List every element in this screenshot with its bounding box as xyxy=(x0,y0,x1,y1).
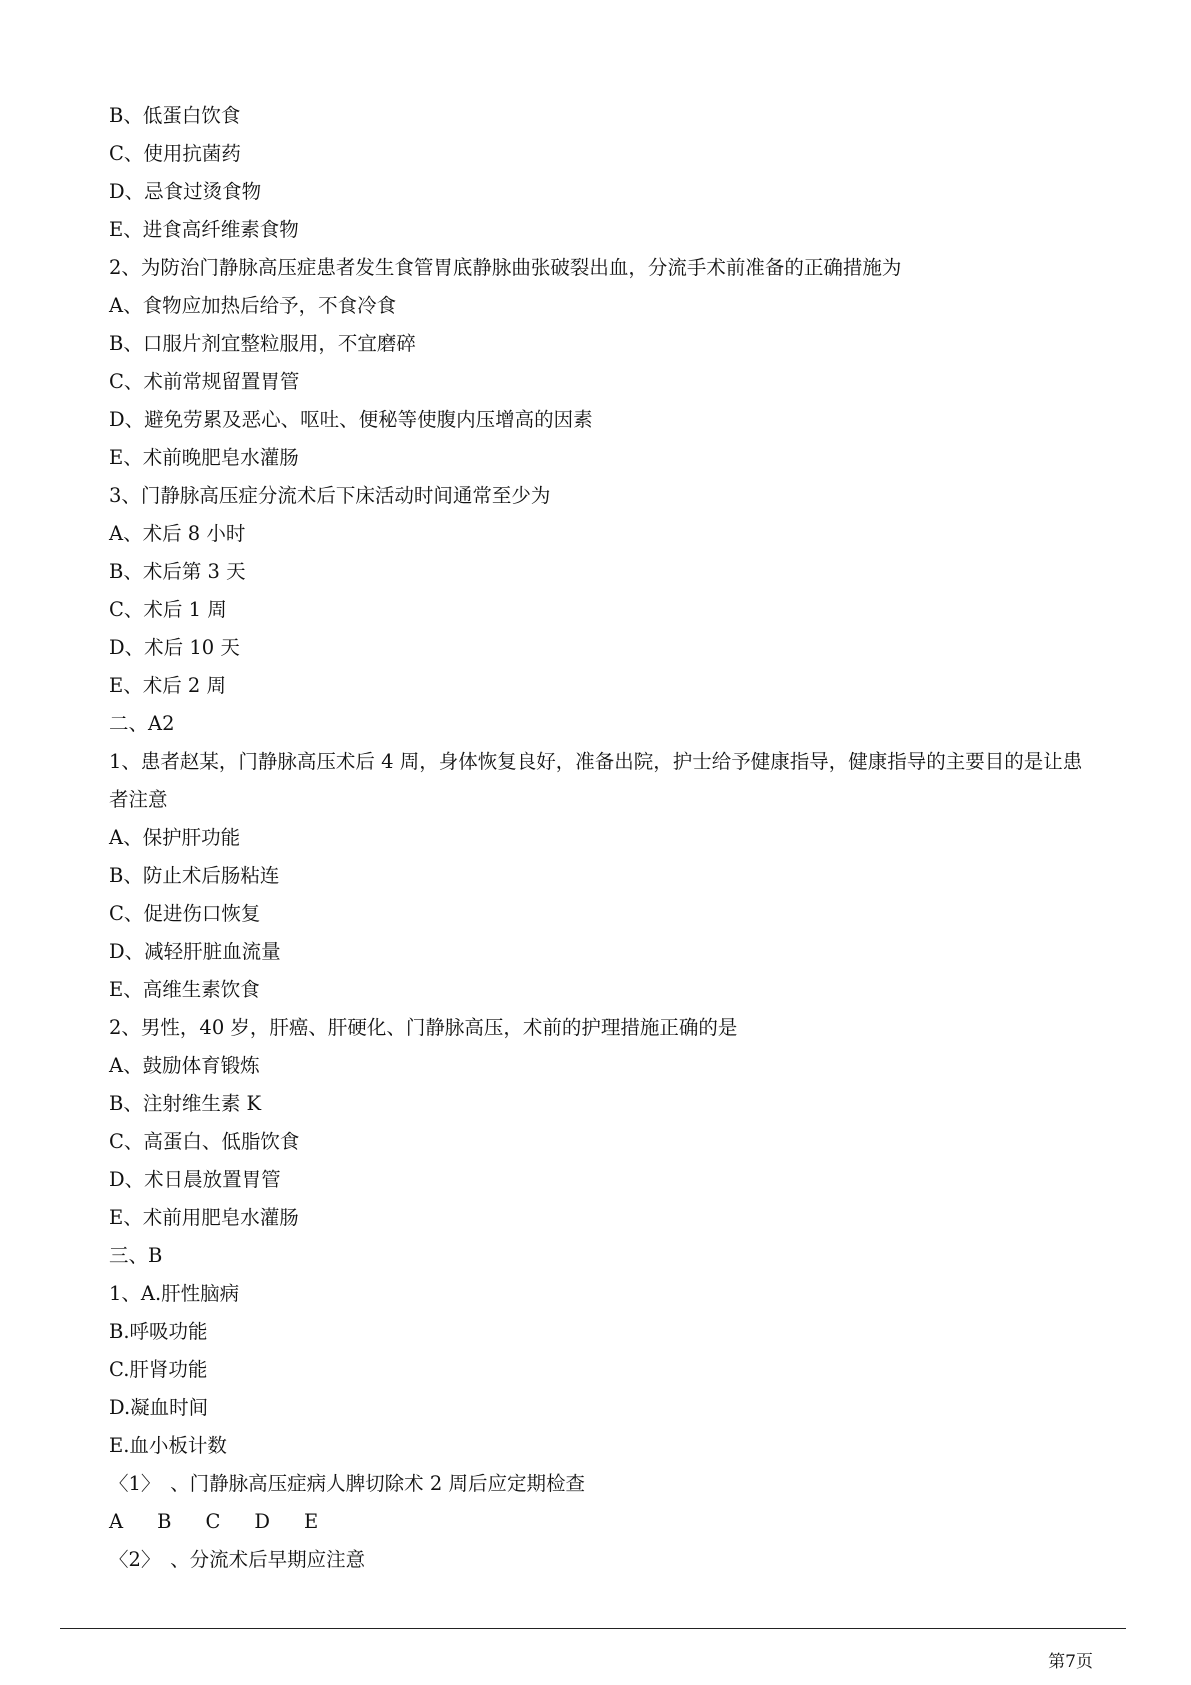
question-stem: 2、男性，40 岁，肝癌、肝硬化、门静脉高压，术前的护理措施正确的是 xyxy=(109,1016,738,1039)
text-line: D、术日晨放置胃管 xyxy=(109,1168,281,1191)
answer-option: E xyxy=(304,1510,319,1533)
text-line: D、忌食过烫食物 xyxy=(109,180,262,203)
text-line: D、避免劳累及恶心、呕吐、便秘等使腹内压增高的因素 xyxy=(109,408,593,431)
question-stem: 3、门静脉高压症分流术后下床活动时间通常至少为 xyxy=(109,484,551,507)
sub-question: 〈1〉 、门静脉高压症病人脾切除术 2 周后应定期检查 xyxy=(109,1472,585,1495)
text-line: B.呼吸功能 xyxy=(109,1320,208,1343)
text-line: A、鼓励体育锻炼 xyxy=(109,1054,260,1077)
text-line: B、术后第 3 天 xyxy=(109,560,246,583)
text-line: E.血小板计数 xyxy=(109,1434,227,1457)
text-line: D、术后 10 天 xyxy=(109,636,240,659)
text-line: C、促进伤口恢复 xyxy=(109,902,261,925)
text-line: D、减轻肝脏血流量 xyxy=(109,940,281,963)
text-line: B、注射维生素 K xyxy=(109,1092,262,1115)
text-line: B、防止术后肠粘连 xyxy=(109,864,280,887)
section-heading: 二、A2 xyxy=(109,712,175,735)
answer-option: B xyxy=(157,1510,172,1533)
answer-option: D xyxy=(254,1510,270,1533)
text-line: D.凝血时间 xyxy=(109,1396,209,1419)
text-line: E、术后 2 周 xyxy=(109,674,227,697)
text-line: E、高维生素饮食 xyxy=(109,978,260,1001)
answer-options xyxy=(109,1503,1099,1541)
text-line: B、低蛋白饮食 xyxy=(109,104,241,127)
page-number: 第7页 xyxy=(1048,1652,1093,1672)
text-line: C、术后 1 周 xyxy=(109,598,227,621)
question-stem: 2、为防治门静脉高压症患者发生食管胃底静脉曲张破裂出血，分流手术前准备的正确措施为 xyxy=(109,256,902,279)
text-line: 1、A.肝性脑病 xyxy=(109,1282,240,1305)
text-line: A、食物应加热后给予，不食冷食 xyxy=(109,294,397,317)
text-line: C、高蛋白、低脂饮食 xyxy=(109,1130,300,1153)
text-line: C、使用抗菌药 xyxy=(109,142,241,165)
answer-option: C xyxy=(205,1510,221,1533)
document-body xyxy=(109,97,1099,1579)
question-stem: 1、患者赵某，门静脉高压术后 4 周，身体恢复良好，准备出院，护士给予健康指导，健康指导的主要目的是让患者注意 xyxy=(109,750,1083,811)
text-line: E、术前晚肥皂水灌肠 xyxy=(109,446,299,469)
sub-question: 〈2〉 、分流术后早期应注意 xyxy=(109,1548,366,1571)
text-line: E、进食高纤维素食物 xyxy=(109,218,299,241)
text-line: C、术前常规留置胃管 xyxy=(109,370,300,393)
answer-option: A xyxy=(109,1510,124,1533)
section-heading: 三、B xyxy=(109,1244,163,1267)
text-line: C.肝肾功能 xyxy=(109,1358,208,1381)
text-line: A、保护肝功能 xyxy=(109,826,241,849)
footer-divider xyxy=(60,1628,1126,1629)
text-line: A、术后 8 小时 xyxy=(109,522,246,545)
text-line: B、口服片剂宜整粒服用，不宜磨碎 xyxy=(109,332,416,355)
text-line: E、术前用肥皂水灌肠 xyxy=(109,1206,299,1229)
